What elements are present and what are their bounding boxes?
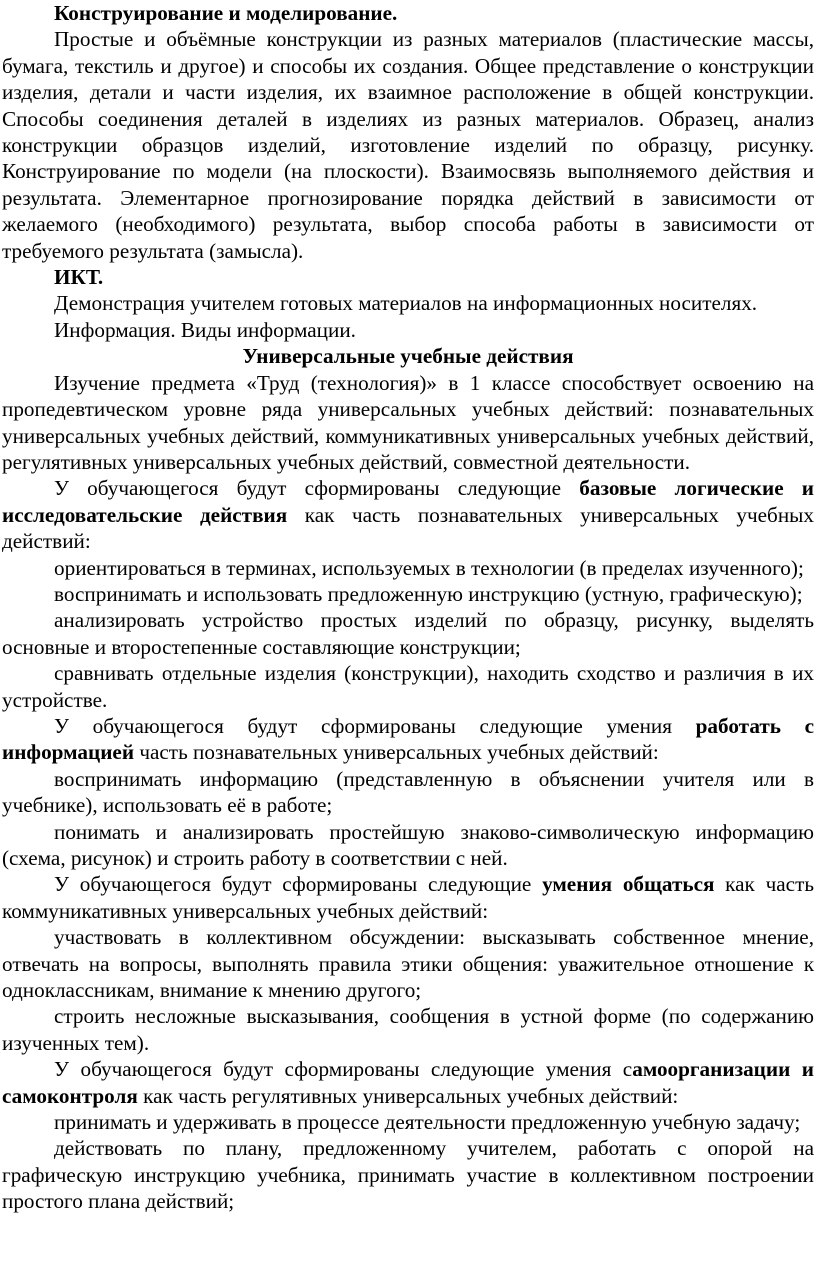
heading-ict: ИКТ. — [54, 265, 104, 290]
logic-post: как часть познавательных универсальных учебных действий: — [2, 502, 815, 554]
paragraph-comm — [2, 871, 814, 924]
comm-post: как часть коммуникативных универсальных учебных действий: — [2, 872, 814, 923]
paragraph-construction: Простые и объёмные конструкции из разных материалов (пластические массы, бумага, текстиль и другое) и способы их создания. Общее представление о конструкции изделия, детали и части изделия, их взаимное расположение в общей конструкции. Способы соединения деталей в изделиях из разных материалов. Образец, анализ конструкции образцов изделий, изготовление изделий по образцу, рисунку. Конструирование по модели (на плоскости). Взаимосвязь выполняемого действия и результата. Элементарное прогнозирование порядка действий в зависимости от желаемого (необходимого) результата, выбор способа работы в зависимости от требуемого результата (замысла). — [2, 27, 814, 263]
comm-bold: умения общаться — [542, 872, 715, 897]
list-item: воспринимать информацию (представленную в объяснении учителя или в учебнике), использовать её в работе; — [2, 766, 814, 818]
self-pre: У обучающегося будут сформированы следующие умения с — [54, 1057, 633, 1082]
list-item: ориентироваться в терминах, используемых в технологии (в пределах изученного); — [54, 555, 804, 580]
logic-pre: У обучающегося будут сформированы следующие — [54, 476, 580, 501]
list-item: действовать по плану, предложенному учителем, работать с опорой на графическую инструкцию учебника, принимать участие в коллективном построении простого плана действий; — [2, 1136, 814, 1214]
heading-construction: Конструирование и моделирование. — [54, 1, 398, 25]
paragraph-self — [2, 1056, 814, 1109]
list-item: анализировать устройство простых изделий по образцу, рисунку, выделять основные и второстепенные составляющие конструкции; — [2, 608, 814, 659]
info-pre: У обучающегося будут сформированы следующие умения — [54, 713, 696, 738]
list-item: принимать и удерживать в процессе деятельности предложенную учебную задачу; — [54, 1110, 801, 1135]
list-item: строить несложные высказывания, сообщения в устной форме (по содержанию изученных тем). — [2, 1004, 814, 1055]
paragraph-ict-info: Информация. Виды информации. — [54, 317, 356, 342]
section-title: Универсальные учебные действия — [242, 344, 574, 369]
logic-bold: базовые логические и исследовательские действия — [2, 476, 815, 527]
self-bold: амоорганизации и самоконтроля — [2, 1057, 814, 1108]
list-item: воспринимать и использовать предложенную инструкцию (устную, графическую); — [54, 581, 803, 606]
paragraph-ict-demo: Демонстрация учителем готовых материалов на информационных носителях. — [54, 291, 758, 316]
comm-pre: У обучающегося будут сформированы следующие — [54, 872, 543, 897]
self-post: как часть регулятивных универсальных учебных действий: — [137, 1083, 679, 1108]
info-bold: работать с информацией — [2, 713, 815, 765]
paragraph-intro: Изучение предмета «Труд (технология)» в 1 классе способствует освоению на пропедевтическом уровне ряда универсальных учебных действий: познавательных универсальных учебных действий, коммуникативных универсальных учебных действий, регулятивных универсальных учебных действий, совместной деятельности. — [2, 370, 814, 474]
list-item: сравнивать отдельные изделия (конструкции), находить сходство и различия в их устройстве. — [2, 661, 814, 712]
info-post: часть познавательных универсальных учебных действий: — [134, 740, 659, 765]
list-item: участвовать в коллективном обсуждении: высказывать собственное мнение, отвечать на вопросы, выполнять правила этики общения: уважительное отношение к одноклассникам, внимание к мнению другого; — [2, 925, 814, 1003]
paragraph-logic — [2, 475, 814, 554]
list-item: понимать и анализировать простейшую знаково-символическую информацию (схема, рисунок) и строить работу в соответствии с ней. — [2, 819, 814, 870]
paragraph-info — [2, 713, 814, 766]
